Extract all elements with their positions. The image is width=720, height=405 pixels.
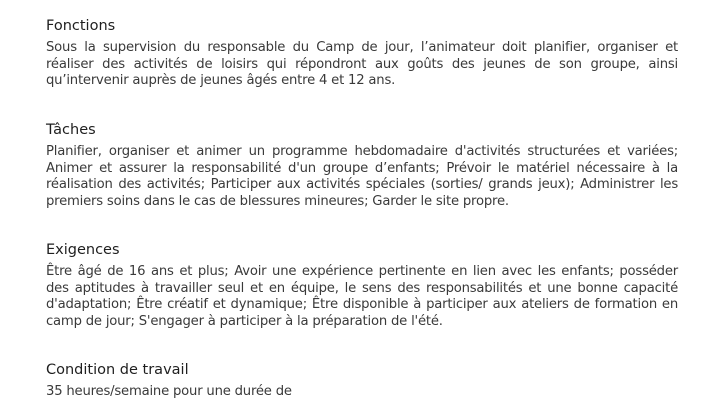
section-exigences xyxy=(46,241,678,330)
section-body-condition-de-travail: 35 heures/semaine pour une durée de xyxy=(46,384,292,399)
section-title-exigences: Exigences xyxy=(46,242,120,258)
section-title-taches: Tâches xyxy=(46,122,96,138)
section-fonctions xyxy=(46,17,678,90)
section-body-fonctions: Sous la supervision du responsable du Camp de jour, l’animateur doit planifier, organiser et réaliser des activités de loisirs qui répondront aux goûts des jeunes de son groupe, ainsi qu’intervenir auprès de jeunes âgés entre 4 et 12 ans. xyxy=(46,40,678,88)
section-condition-de-travail xyxy=(46,361,678,401)
section-taches xyxy=(46,121,678,210)
section-body-exigences: Être âgé de 16 ans et plus; Avoir une expérience pertinente en lien avec les enfants; posséder des aptitudes à travailler seul et en équipe, le sens des responsabilités et une bonne capacité d'adaptation; Être créatif et dynamique; Être disponible à participer aux ateliers de formation en camp de jour; S'engager à participer à la préparation de l'été. xyxy=(46,264,678,329)
section-title-fonctions: Fonctions xyxy=(46,18,116,34)
section-body-taches: Planifier, organiser et animer un programme hebdomadaire d'activités structurées et variées; Animer et assurer la responsabilité d'un groupe d’enfants; Prévoir le matériel nécessaire à la réalisation des activités; Participer aux activités spéciales (sorties/ grands jeux); Administrer les premiers soins dans le cas de blessures mineures; Garder le site propre. xyxy=(46,144,678,209)
section-title-condition-de-travail: Condition de travail xyxy=(46,362,189,378)
